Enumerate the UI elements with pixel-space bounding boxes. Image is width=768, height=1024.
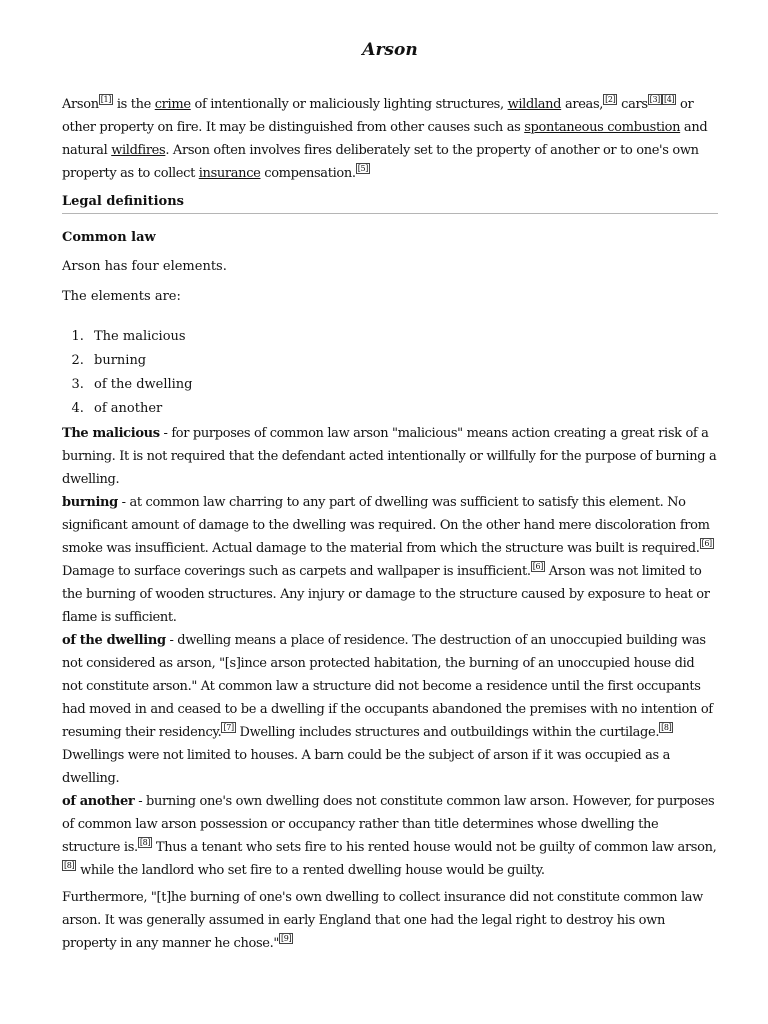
intro-term: Arson — [62, 97, 99, 112]
paragraph-dwelling — [62, 629, 718, 790]
text-furthermore: Furthermore, "[t]he burning of one's own dwelling to collect insurance did not constitute common law arson. It was generally assumed in early England that one had the legal right to destroy his own property in any manner he chose." — [62, 890, 703, 951]
link-wildfires[interactable]: wildfires — [111, 143, 166, 158]
footnote-ref-2[interactable]: [2] — [605, 95, 616, 104]
link-crime[interactable]: crime — [154, 97, 191, 112]
intro-text: . Arson often involves fires deliberately set to the property of another or to one's own property as to collect — [62, 143, 699, 181]
footnote-ref-9[interactable]: [9] — [281, 934, 292, 943]
term-dwelling: of the dwelling — [62, 633, 166, 648]
footnote-ref-7[interactable]: [7] — [223, 723, 234, 732]
text-malicious: - for purposes of common law arson "malicious" means action creating a great risk of a burning. It is not required that the defendant acted intentionally or willfully for the purpose of burning a dwelling. — [62, 426, 717, 487]
term-burning: burning — [62, 495, 118, 510]
intro-text: cars — [617, 97, 648, 112]
footnote-ref-6[interactable]: [6] — [701, 539, 712, 548]
elements-explanation — [62, 422, 718, 955]
section-heading-legal-definitions: Legal definitions — [62, 194, 184, 209]
footnote-ref-5[interactable]: [5] — [357, 164, 368, 173]
link-spontaneous-combustion[interactable]: spontaneous combustion — [524, 120, 681, 135]
list-item: 4. of another — [88, 397, 193, 421]
link-wildland[interactable]: wildland — [507, 97, 562, 112]
footnote-ref-1[interactable]: [1] — [100, 95, 112, 104]
list-item: 1. The malicious — [88, 325, 193, 349]
link-insurance[interactable]: insurance — [198, 166, 261, 181]
section-divider — [62, 213, 718, 214]
footnote-ref-8[interactable]: [8] — [64, 861, 75, 870]
intro-text: of intentionally or maliciously lighting structures, — [190, 97, 508, 112]
four-elements-text: Arson has four elements. — [62, 259, 227, 274]
text-burning: - at common law charring to any part of dwelling was sufficient to satisfy this element. No significant amount of damage to the dwelling was required. On the other hand mere discoloration from smoke was insufficient. Actual damage to the material from which the structure was built is required. — [62, 495, 710, 556]
text-dwelling: Dwellings were not limited to houses. A barn could be the subject of arson if it was occupied as a dwelling. — [62, 748, 670, 786]
text-another: while the landlord who set fire to a rented dwelling house would be guilty. — [76, 863, 545, 878]
text-another: - burning one's own dwelling does not constitute common law arson. However, for purposes of common law arson possession or occupancy rather than title determines whose dwelling the structure is. — [62, 794, 715, 855]
paragraph-burning — [62, 491, 718, 629]
elements-list — [62, 325, 193, 421]
list-item: 2. burning — [88, 349, 193, 373]
term-malicious: The malicious — [62, 426, 160, 441]
text-burning: Arson was not limited to the burning of wooden structures. Any injury or damage to the structure caused by exposure to heat or flame is sufficient. — [62, 564, 710, 625]
intro-text: compensation. — [260, 166, 356, 181]
text-another: Thus a tenant who sets fire to his rented house would not be guilty of common law arson, — [152, 840, 717, 855]
intro-text: areas, — [561, 97, 604, 112]
footnote-ref-6[interactable]: [6] — [532, 562, 543, 571]
paragraph-malicious — [62, 422, 718, 491]
footnote-ref-8[interactable]: [8] — [139, 838, 151, 847]
text-burning: Damage to surface coverings such as carpets and wallpaper is insufficient. — [62, 564, 531, 579]
intro-paragraph — [62, 93, 718, 185]
paragraph-furthermore — [62, 886, 718, 955]
intro-text: or other property on fire. It may be distinguished from other causes such as — [62, 97, 694, 135]
intro-text: and natural — [62, 120, 708, 158]
text-dwelling: - dwelling means a place of residence. The destruction of an unoccupied building was not considered as arson, "[s]ince arson protected habitation, the burning of an unoccupied house did not constitute arson." At common law a structure did not become a residence until the first occupants had moved in and ceased to be a dwelling if the occupants abandoned the premises with no intention of resuming their residency. — [62, 633, 713, 740]
page-title: Arson — [362, 40, 418, 60]
footnote-ref-4[interactable]: [4] — [663, 95, 675, 104]
paragraph-another — [62, 790, 718, 882]
elements-intro-text: The elements are: — [62, 289, 181, 304]
footnote-ref-8[interactable]: [8] — [661, 723, 672, 732]
intro-text: is the — [113, 97, 155, 112]
subsection-heading-common-law: Common law — [62, 230, 156, 245]
term-another: of another — [62, 794, 135, 809]
list-item: 3. of the dwelling — [88, 373, 193, 397]
footnote-ref-3[interactable]: [3] — [649, 95, 660, 104]
text-dwelling: Dwelling includes structures and outbuildings within the curtilage. — [235, 725, 660, 740]
